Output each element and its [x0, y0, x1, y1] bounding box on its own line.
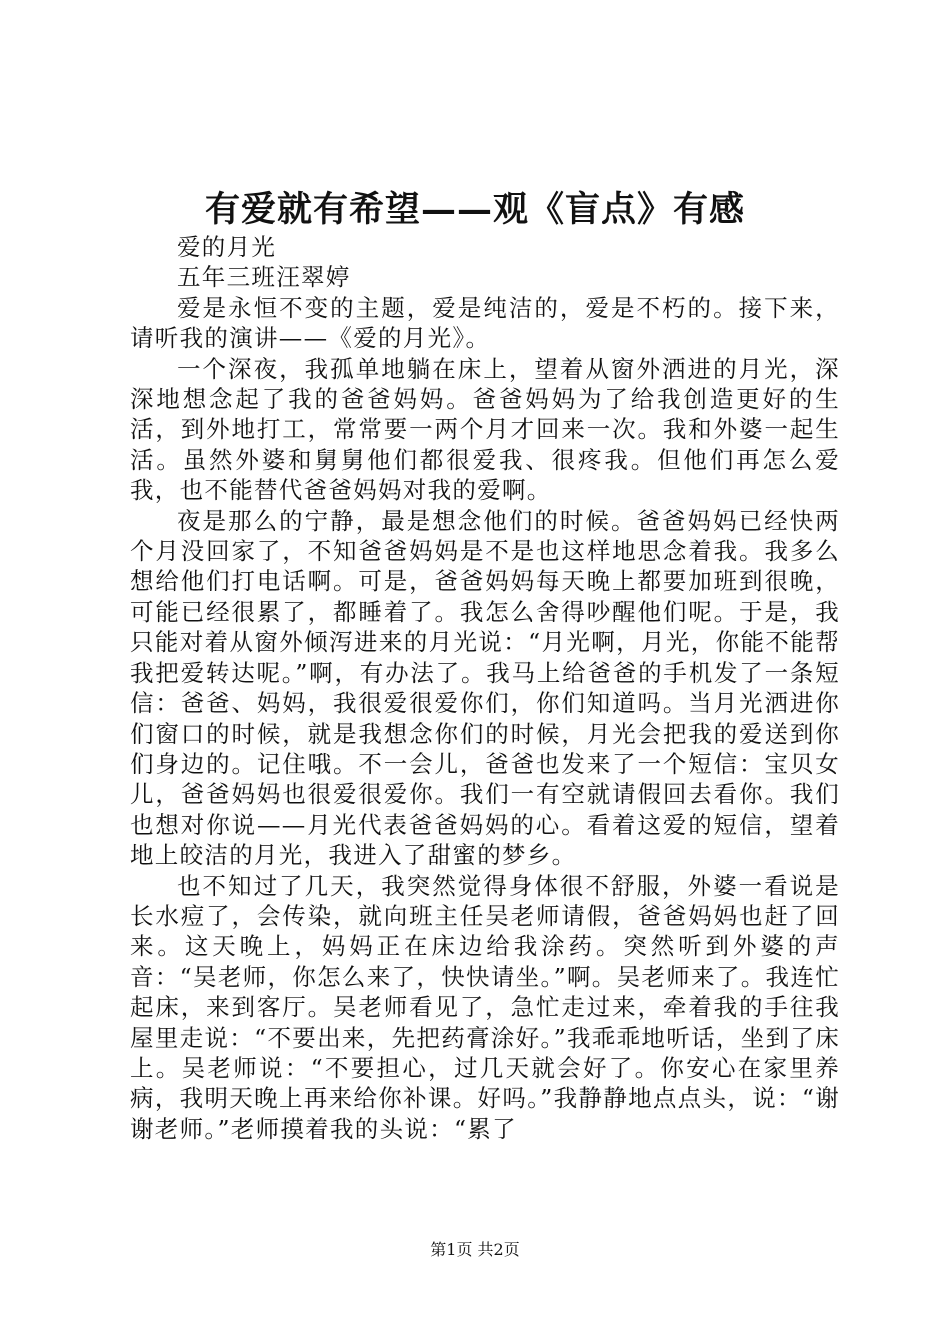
document-body	[130, 232, 840, 1144]
paragraph-author: 五年三班汪翠婷	[177, 263, 351, 292]
paragraph: 一个深夜，我孤单地躺在床上，望着从窗外洒进的月光，深深地想念起了我的爸爸妈妈。爸爸妈妈为了给我创造更好的生活，到外地打工，常常要一两个月才回来一次。我和外婆一起生活。虽然外婆和舅舅他们都很爱我、很疼我。但他们再怎么爱我，也不能替代爸爸妈妈对我的爱啊。	[130, 354, 840, 505]
page-indicator: 第1页 共2页	[430, 1240, 520, 1259]
paragraph-subtitle: 爱的月光	[177, 233, 277, 261]
paragraph: 爱是永恒不变的主题，爱是纯洁的，爱是不朽的。接下来，请听我的演讲——《爱的月光》。	[130, 293, 840, 353]
document-title: 有爱就有希望——观《盲点》有感	[204, 189, 745, 230]
paragraph: 夜是那么的宁静，最是想念他们的时候。爸爸妈妈已经快两个月没回家了，不知爸爸妈妈是不是也这样地思念着我。我多么想给他们打电话啊。可是，爸爸妈妈每天晚上都要加班到很晚，可能已经很累了，都睡着了。我怎么舍得吵醒他们呢。于是，我只能对着从窗外倾泻进来的月光说：“月光啊，月光，你能不能帮我把爱转达呢。”啊，有办法了。我马上给爸爸的手机发了一条短信：爸爸、妈妈，我很爱很爱你们，你们知道吗。当月光洒进你们窗口的时候，就是我想念你们的时候，月光会把我的爱送到你们身边的。记住哦。不一会儿，爸爸也发来了一个短信：宝贝女儿，爸爸妈妈也很爱很爱你。我们一有空就请假回去看你。我们也想对你说——月光代表爸爸妈妈的心。看着这爱的短信，望着地上皎洁的月光，我进入了甜蜜的梦乡。	[130, 506, 840, 870]
paragraph: 也不知过了几天，我突然觉得身体很不舒服，外婆一看说是长水痘了，会传染，就向班主任吴老师请假，爸爸妈妈也赶了回来。这天晚上，妈妈正在床边给我涂药。突然听到外婆的声音：“吴老师，你怎么来了，快快请坐。”啊。吴老师来了。我连忙起床，来到客厅。吴老师看见了，急忙走过来，牵着我的手往我屋里走说：“不要出来，先把药膏涂好。”我乖乖地听话，坐到了床上。吴老师说：“不要担心，过几天就会好了。你安心在家里养病，我明天晚上再来给你补课。好吗。”我静静地点点头，说：“谢谢老师。”老师摸着我的头说：“累了	[130, 871, 840, 1143]
